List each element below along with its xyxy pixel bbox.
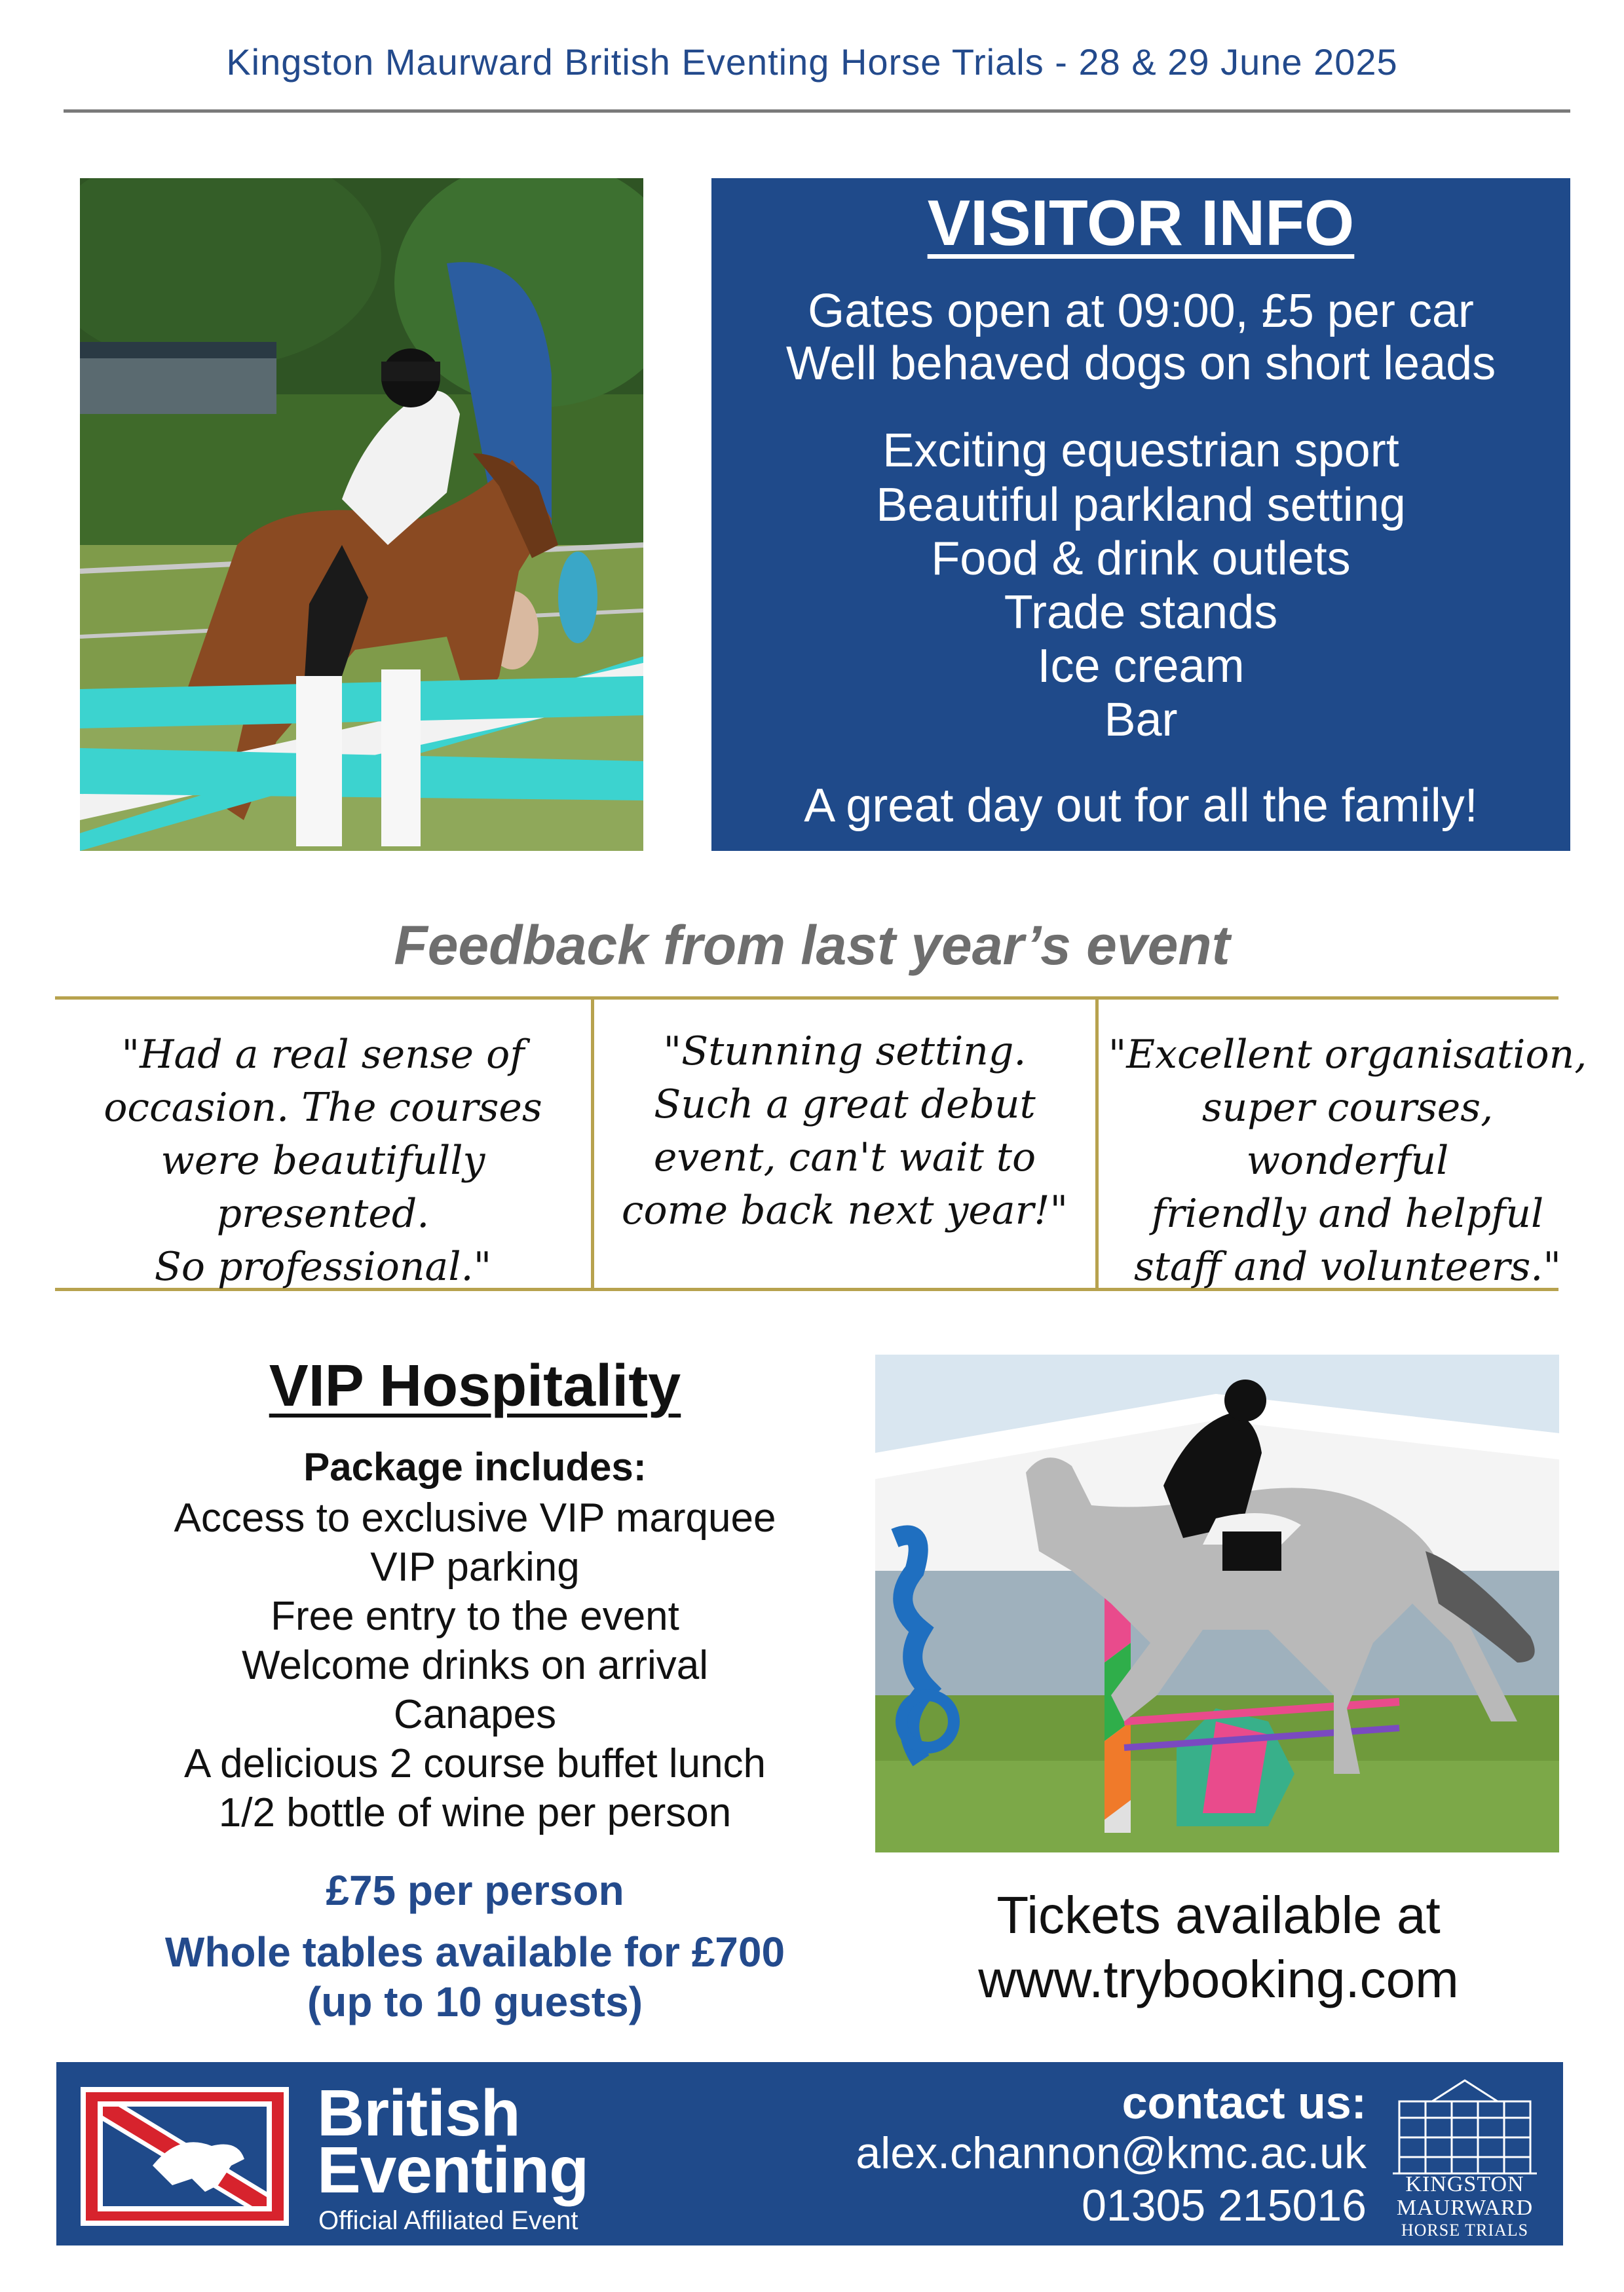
- vip-item-canapes: Canapes: [393, 1692, 557, 1737]
- quote-3-line-2: super courses, wonderful: [1201, 1085, 1494, 1184]
- quote-1-line-4: So professional.": [154, 1244, 492, 1290]
- quote-2-line-4: come back next year!": [621, 1188, 1068, 1233]
- visitor-line-setting: Beautiful parkland setting: [876, 479, 1406, 531]
- vip-item-entry: Free entry to the event: [271, 1594, 679, 1639]
- quote-2-line-3: event, can't wait to: [653, 1135, 1036, 1180]
- visitor-line-family: A great day out for all the family!: [804, 780, 1478, 832]
- contact-email[interactable]: alex.channon@kmc.ac.uk: [856, 2128, 1367, 2178]
- visitor-line-icecream: Ice cream: [1037, 640, 1245, 692]
- feedback-top-rule: [55, 996, 1558, 1000]
- km-logo-line-3: HORSE TRIALS: [1401, 2221, 1529, 2240]
- tickets-line-1: Tickets available at: [996, 1886, 1441, 1944]
- vip-item-marquee: Access to exclusive VIP marquee: [174, 1495, 776, 1541]
- photo-horse-jumping-left: [80, 178, 643, 851]
- british-eventing-tagline: Official Affiliated Event: [318, 2206, 578, 2235]
- quote-1-line-2: occasion. The courses: [104, 1085, 542, 1131]
- quote-1-line-1: "Had a real sense of: [121, 1032, 525, 1078]
- quote-2-line-1: "Stunning setting.: [663, 1028, 1027, 1074]
- feedback-quote-2: [594, 1025, 1095, 1237]
- feedback-quote-3: [1099, 1028, 1596, 1294]
- visitor-line-dogs: Well behaved dogs on short leads: [785, 337, 1496, 390]
- header-divider: [64, 109, 1570, 113]
- kingston-maurward-house-icon: [1386, 2075, 1543, 2180]
- visitor-line-trade: Trade stands: [1004, 586, 1278, 639]
- vip-title: VIP Hospitality: [269, 1353, 681, 1419]
- quote-2-line-2: Such a great debut: [654, 1081, 1036, 1127]
- contact-phone[interactable]: 01305 215016: [1082, 2181, 1367, 2230]
- km-logo-line-1: KINGSTON: [1405, 2172, 1524, 2196]
- quote-1-line-3: were beautifully presented.: [161, 1138, 485, 1237]
- visitor-line-gates: Gates open at 09:00, £5 per car: [808, 285, 1474, 337]
- quote-3-line-4: staff and volunteers.": [1134, 1244, 1561, 1290]
- vip-tables-line-2: (up to 10 guests): [307, 1978, 643, 2025]
- km-logo-line-2: MAURWARD: [1396, 2196, 1534, 2220]
- footer-banner: [56, 2062, 1563, 2245]
- contact-label: contact us:: [1122, 2077, 1367, 2128]
- vip-item-lunch: A delicious 2 course buffet lunch: [183, 1741, 766, 1786]
- vip-price: £75 per person: [326, 1867, 624, 1914]
- vip-item-parking: VIP parking: [370, 1545, 580, 1590]
- vip-item-wine: 1/2 bottle of wine per person: [218, 1790, 732, 1835]
- feedback-quote-1: [55, 1028, 591, 1294]
- visitor-line-bar: Bar: [1104, 694, 1178, 746]
- visitor-line-sport: Exciting equestrian sport: [882, 424, 1399, 477]
- tickets-url[interactable]: www.trybooking.com: [978, 1950, 1459, 2008]
- vip-item-drinks: Welcome drinks on arrival: [241, 1643, 709, 1688]
- quote-3-line-1: "Excellent organisation,: [1108, 1032, 1587, 1078]
- vip-package-heading: Package includes:: [303, 1445, 647, 1489]
- header-title: Kingston Maurward British Eventing Horse Trials - 28 & 29 June 2025: [226, 41, 1398, 83]
- british-eventing-wordmark-2: Eventing: [317, 2133, 589, 2207]
- british-eventing-logo-icon: [81, 2087, 289, 2226]
- photo-grey-horse-jumping: [875, 1355, 1559, 1852]
- feedback-title: Feedback from last year’s event: [394, 914, 1230, 976]
- british-eventing-wordmark-1: British: [317, 2076, 520, 2150]
- visitor-info-panel: [711, 178, 1570, 851]
- visitor-info-title: VISITOR INFO: [927, 187, 1355, 259]
- quote-3-line-3: friendly and helpful: [1151, 1191, 1544, 1237]
- vip-tables-line-1: Whole tables available for £700: [164, 1928, 785, 1976]
- visitor-line-food: Food & drink outlets: [931, 533, 1351, 585]
- tickets-info: [871, 1883, 1566, 2012]
